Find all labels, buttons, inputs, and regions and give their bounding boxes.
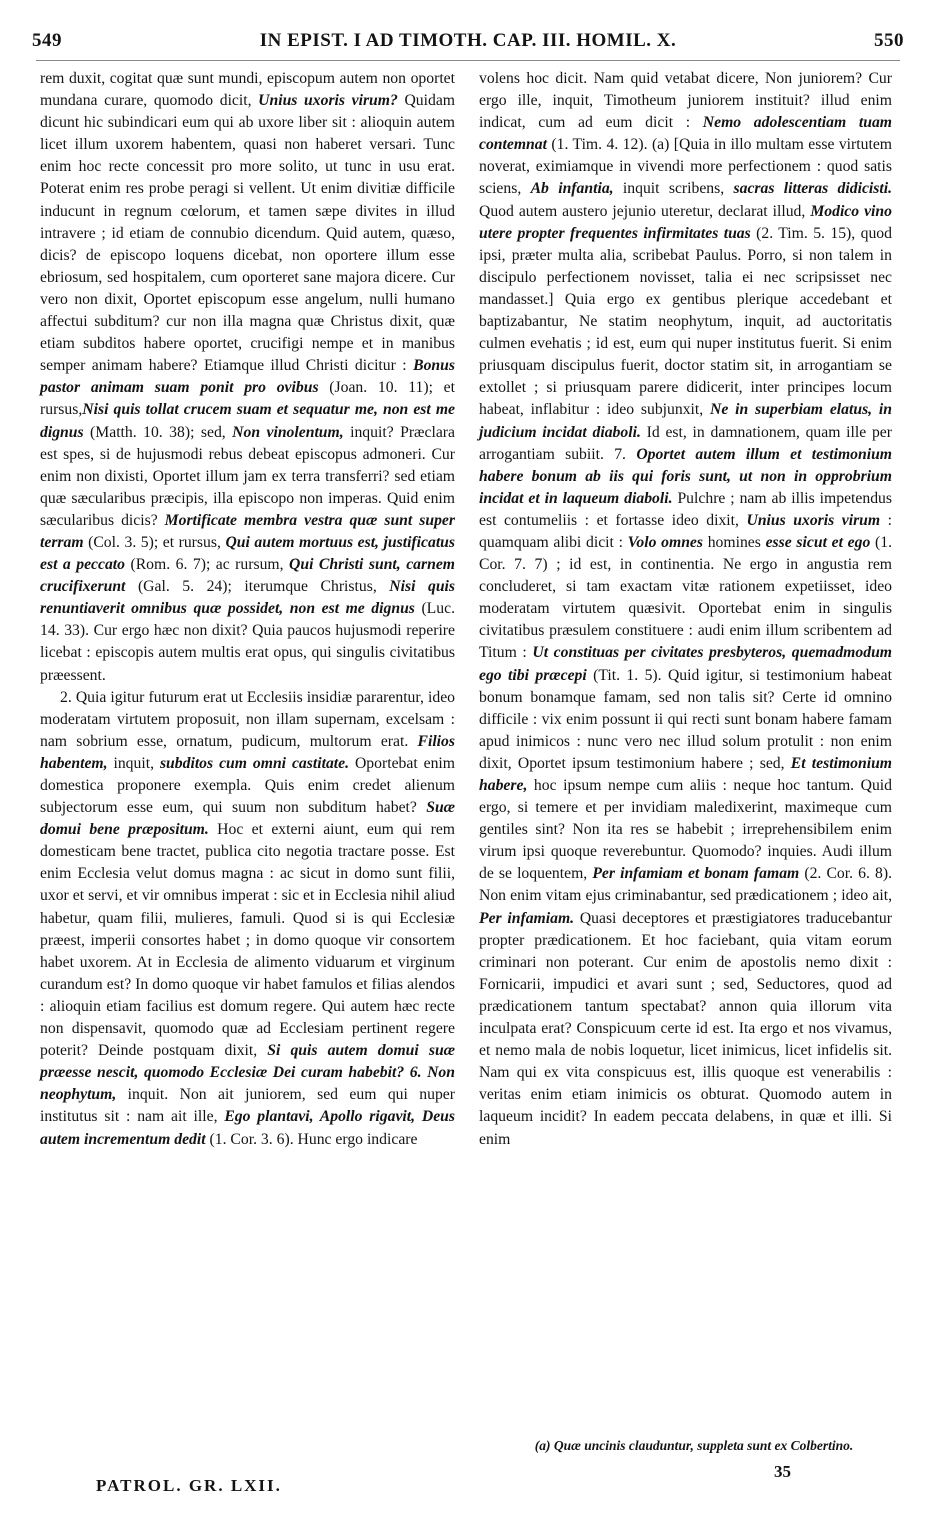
scripture-quote: Modico vino utere propter frequentes infirmitates tuas: [479, 202, 892, 242]
scripture-quote: Unius uxoris virum: [746, 511, 881, 529]
scripture-quote: Volo omnes: [627, 533, 703, 551]
right-column: [479, 68, 892, 1151]
scripture-quote: Non vinolentum,: [232, 423, 344, 441]
scripture-quote: Per infamiam.: [479, 909, 575, 927]
text-run: Quasi deceptores et præstigiatores traducebantur propter prædicationem. Et hoc faciebant, quia vitam eorum criminari non poterant. Cur enim de apostolis nemo dixit : Fornicarii, impudici et avari sunt ; sed, Seductores, quod ad prædicationem tantum spectabat? annon quia illorum vita inculpata erat? Conspicuum certe id est. Ita ergo et nos vivamus, et nemo mala de nobis loquetur, licet inimicus, licet infidelis sit. Nam qui ex vita conspicuus est, illis quoque est venerabilis : veritas enim etiam inimicis os obturat. Quomodo autem in laqueum incidit? In eadem peccata delabens, in quæ et illi. Si enim: [479, 909, 892, 1148]
scripture-quote: Oportet autem illum et testimonium habere bonum ab iis qui foris sunt, ut non in opprobrium incidat et in laqueum diaboli.: [479, 445, 893, 507]
text-run: (Joan. 10. 11); et rursus,: [40, 379, 455, 419]
scripture-quote: subditos cum omni castitate.: [159, 754, 350, 772]
scripture-quote: Filios habentem,: [40, 732, 455, 772]
text-run: inquit scribens,: [613, 180, 725, 198]
scripture-quote: Si quis autem domui suæ præesse nescit, quomodo Ecclesiæ Dei curam habebit? 6. Non neophytum,: [40, 1042, 455, 1104]
text-run: inquit,: [107, 754, 155, 772]
text-run: inquit? Præclara est spes, si de hujusmodi rebus debeat episcopus admoneri. Cur enim non dixisti, Oportet illum jam ex terra transferri? sed etiam quæ sæcularibus præcipis, illa episcopo non imperas. Quid enim sæcularibus dicis?: [40, 423, 455, 529]
scripture-quote: Et testimonium habere,: [479, 754, 892, 794]
text-run: (Luc. 14. 33). Cur ergo hæc non dixit? Quia paucos hujusmodi reperire licebat : episcopis autem multis erat opus, qui singulis civitatibus præessent.: [40, 600, 455, 684]
scripture-quote: Ne in superbiam elatus, in judicium incidat diaboli.: [479, 401, 893, 441]
text-run: (Tit. 1. 5). Quid igitur, si testimonium habeat bonum bonamque famam, sed non talis sit? Certe id omnino difficile : vix enim possunt ii qui recti sunt bonam habere famam apud inimicos : nunc vero nec illud solum protulit : non enim dixit, Oportet ipsum testimonium habere ; sed,: [479, 666, 893, 772]
left-paragraph-2: [40, 687, 455, 1151]
left-column: [40, 68, 455, 1151]
text-run: Id est, in damnationem, quam ille per arrogantiam subiit. 7.: [479, 423, 892, 463]
text-run: (2. Tim. 5. 15), quod ipsi, præter multa alia, scribebat Paulus. Porro, si non talem in discipulo perfectionem novisset, talia ei nec scripsisset nec mandasset.] Quia ergo ex gentibus plerique accedebant et baptizabantur, Ne statim neophytum, inquit, ad auctoritatis culmen evehatis ; id est, eum qui nuper institutus fuerit. Si enim priusquam discipulus fuerit, doctor statim sit, in arrogantiam se extollet ; si priusquam parere didicerit, inter principes locum habeat, inflabitur : ideo subjunxit,: [479, 224, 892, 419]
text-run: Pulchre ; nam ab illis impetendus est contumeliis : et fortasse ideo dixit,: [479, 489, 892, 529]
text-run: Hoc et externi aiunt, eum qui rem domesticam bene tractet, publica cito negotia tractare posse. Est enim Ecclesia velut domus magna : ac sicut in domo sunt filii, uxor et servi, et vir omnibus imperat : sic et in Ecclesia nihil aliud habetur, quam filii, mulieres, famuli. Quod si is qui Ecclesiæ præest, imperii consortes habet ; in domo quoque vir consortem habet uxorem. At in Ecclesia de alimento viduarum et virginum curandum est? In domo quoque vir habet famulos et filias alendos : alioquin etiam facilius est domum regere. Qui autem hæc recte non dispensavit, quomodo quæ ad Ecclesiam pertinent regere poterit? Deinde postquam dixit,: [40, 821, 455, 1060]
scripture-quote: Ab infantia,: [530, 180, 614, 198]
scripture-quote: Qui Christi sunt, carnem crucifixerunt: [40, 556, 455, 596]
scripture-quote: Unius uxoris virum?: [258, 92, 398, 110]
text-run: Oportebat enim domestica proponere exempla. Quis enim credet alienum subjectorum esse eum, qui suum non subditum habet?: [40, 754, 455, 817]
scripture-quote: esse sicut et ego: [765, 533, 871, 551]
text-run: rem duxit, cogitat quæ sunt mundi, episcopum autem non oportet mundana curare, quomodo dicit,: [40, 70, 455, 110]
text-run: (1. Cor. 7. 7) ; id est, in continentia. Ne ergo in angustia rem concluderet, si tam exactam vitæ rationem expetiisset, ideo moderatam virtutem quæsivit. Oportebat enim in singulis civitatibus præsulem constituere : audi enim illum scribentem ad Titum :: [479, 533, 893, 662]
scripture-quote: Mortificate membra vestra quæ sunt super terram: [40, 511, 455, 551]
scripture-quote: Nisi quis tollat crucem suam et sequatur me, non est me dignus: [40, 401, 455, 441]
page-number-left: 549: [32, 30, 62, 51]
scripture-quote: Suæ domui bene præpositum.: [40, 799, 455, 839]
text-run: (1. Cor. 3. 6). Hunc ergo indicare: [205, 1130, 418, 1148]
text-run: (Rom. 6. 7); ac rursum,: [125, 556, 284, 574]
scripture-quote: Bonus pastor animam suam ponit pro ovibus: [40, 357, 455, 397]
scripture-quote: Ut constituas per civitates presbyteros, quemadmodum ego tibi præcepi: [479, 644, 893, 684]
running-header: [32, 30, 904, 58]
text-run: Quod autem austero jejunio uteretur, declarat illud,: [479, 202, 806, 220]
text-run: 2. Quia igitur futurum erat ut Ecclesiis insidiæ pararentur, ideo moderatam virtutem proposuit, non illam supernam, excelsam : nam sobrium esse, ornatum, pudicum, multorum erat.: [40, 688, 455, 750]
footnote: (a) Quæ uncinis clauduntur, suppleta sunt ex Colbertino.: [534, 1438, 854, 1453]
text-run: (Col. 3. 5); et rursus,: [83, 533, 221, 551]
text-run: (2. Cor. 6. 8). Non enim vitam ejus criminabantur, sed prædicationem ; ideo ait,: [479, 865, 892, 905]
running-head-title: IN EPIST. I AD TIMOTH. CAP. III. HOMIL. X.: [259, 30, 677, 51]
text-run: inquit. Non ait juniorem, sed eum qui nuper institutus sit : nam ait ille,: [40, 1086, 455, 1126]
text-run: : quamquam alibi dicit :: [479, 511, 893, 551]
scripture-quote: sacras litteras didicisti.: [733, 180, 893, 198]
scripture-quote: Ego plantavi, Apollo rigavit, Deus autem incrementum dedit: [40, 1108, 455, 1148]
left-paragraph-1: [40, 68, 455, 687]
right-paragraph-1: [479, 68, 892, 1151]
text-run: Quidam dicunt hic subindicari eum qui ab uxore liber sit : alioquin autem licet illum uxorem habentem, quasi non haberet versari. Tunc enim hoc recte concessit pro more solito, ut tunc in usu erat. Poterat enim res probe peragi si vellent. Ut enim divitiæ difficile inducunt in regnum cœlorum, et tamen sæpe divites in illud intravere ; id etiam de connubio dicendum. Quid autem, quæso, dicis? de episcopo loquens dicebat, non oportere illum esse ebriosum, sed hospitalem, cum oporteret sane majora dicere. Cur vero non dixit, Oportet episcopum esse angelum, nulli humano affectui subditum? cur non illa magna quæ Christus dixit, quæ etiam subditos habere oportet, crucifigi nempe et in manibus semper animam habere? Etiamque illud Christi dicitur :: [40, 92, 456, 375]
text-run: (Matth. 10. 38); sed,: [83, 423, 226, 441]
scripture-quote: Nemo adolescentiam tuam contemnat: [479, 114, 892, 154]
text-run: volens hoc dicit. Nam quid vetabat dicere, Non juniorem? Cur ergo ille, inquit, Timotheum juniorem instituit? illud enim indicat, cum ad eum dicit :: [479, 70, 892, 132]
header-rule: [36, 60, 900, 61]
scripture-quote: Qui autem mortuus est, justificatus est a peccato: [40, 533, 456, 574]
signature-number: 35: [774, 1462, 791, 1481]
text-run: homines: [703, 533, 761, 551]
text-run: (1. Tim. 4. 12). (a) [Quia in illo multam esse virtutem noverat, eximiamque in vivendi more perfectionem : quod satis sciens,: [479, 136, 892, 198]
text-run: (Gal. 5. 24); iterumque Christus,: [125, 578, 377, 596]
patrologia-signature: PATROL. GR. LXII.: [96, 1476, 282, 1495]
page-number-right: 550: [874, 30, 904, 51]
text-run: hoc ipsum nempe cum aliis : neque hoc tantum. Quid ergo, si temere et per invidiam maledixerint, maximeque cum gentiles sint? Non ita res se habebit ; irreprehensibilem enim virum ipsi quoque reverebuntur. Quomodo? inquies. Audi illum de se loquentem,: [479, 777, 892, 883]
scripture-quote: Nisi quis renuntiaverit omnibus quæ possidet, non est me dignus: [40, 578, 456, 618]
scripture-quote: Per infamiam et bonam famam: [592, 865, 800, 883]
